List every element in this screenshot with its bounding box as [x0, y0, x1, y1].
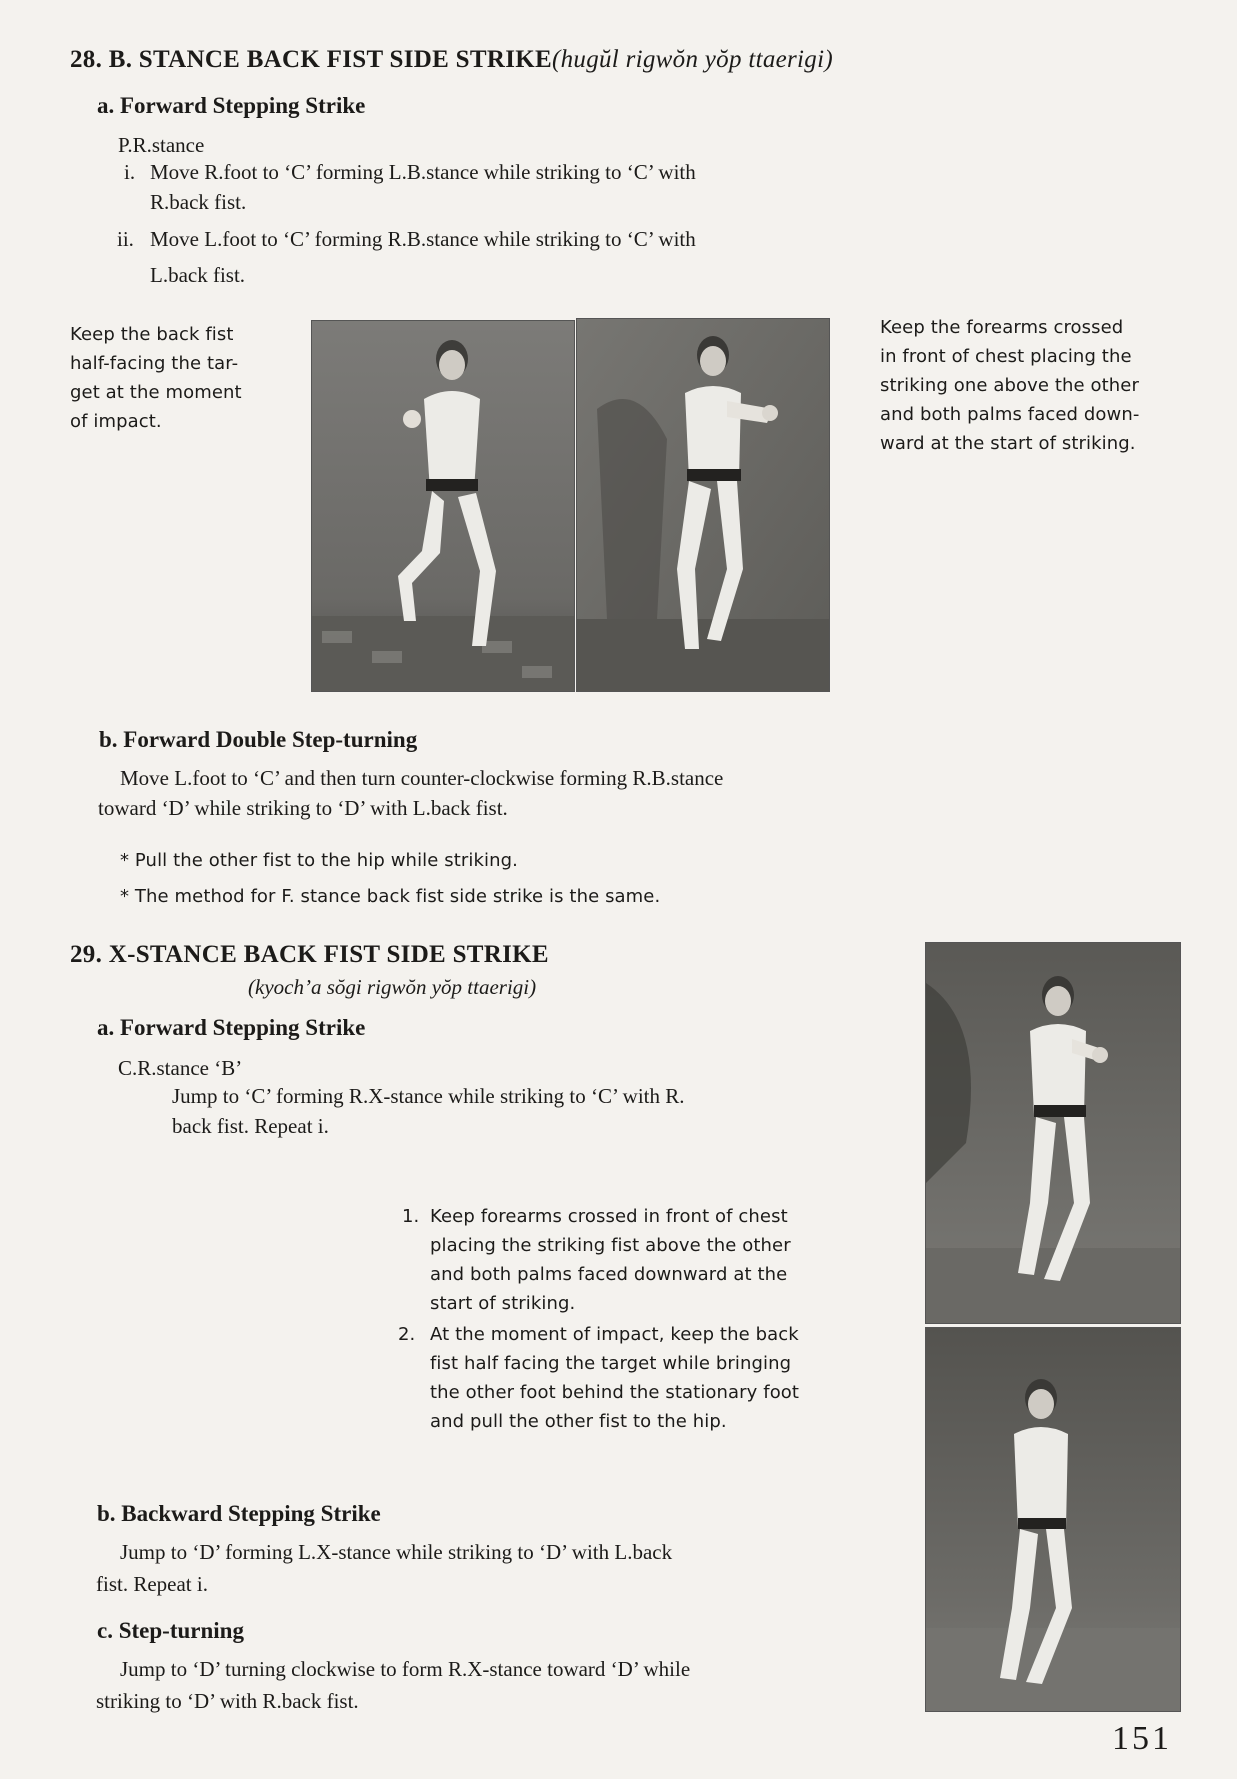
subsection-heading: a. Forward Stepping Strike: [97, 1015, 366, 1040]
section-title: B. STANCE BACK FIST SIDE STRIKE: [108, 46, 552, 73]
section-28-heading: [70, 46, 833, 74]
paragraph-line: Jump to ‘C’ forming R.X-stance while striking to ‘C’ with R.: [172, 1084, 685, 1108]
step-text: L.back fist.: [150, 263, 246, 287]
caption-line: striking one above the other: [880, 375, 1139, 396]
paragraph: [98, 763, 918, 823]
paragraph-line: Move L.foot to ‘C’ and then turn counter-clockwise forming R.B.stance: [120, 766, 724, 790]
paragraph-line: toward ‘D’ while striking to ‘D’ with L.back fist.: [98, 796, 508, 820]
numbered-note: [398, 1320, 892, 1436]
note-marker: 2.: [398, 1324, 416, 1345]
numbered-note: [402, 1202, 892, 1318]
stance-label: P.R.stance: [118, 133, 205, 157]
subsection-heading: c. Step-turning: [97, 1618, 244, 1643]
photo-forearms-crossed: [576, 318, 830, 692]
photo-back-fist-strike: [311, 320, 575, 692]
caption-line: half-facing the tar-: [70, 353, 239, 374]
subsection-heading: b. Backward Stepping Strike: [97, 1501, 381, 1526]
step-text: R.back fist.: [150, 190, 247, 214]
step-text: Move L.foot to ‘C’ forming R.B.stance while striking to ‘C’ with: [150, 227, 696, 251]
stance-label: C.R.stance ‘B’: [118, 1056, 243, 1080]
paragraph-line: Jump to ‘D’ turning clockwise to form R.X-stance toward ‘D’ while: [120, 1657, 691, 1681]
section-number: 29.: [70, 941, 103, 968]
step-marker: ii.: [117, 227, 134, 251]
note-line: and both palms faced downward at the: [430, 1264, 788, 1285]
paragraph: [96, 1654, 916, 1716]
section-subtitle: (hugŭl rigwŏn yŏp ttaerigi): [551, 46, 833, 73]
caption-line: in front of chest placing the: [880, 346, 1132, 367]
photo-x-stance-ready: [925, 942, 1181, 1324]
subsection-heading: a. Forward Stepping Strike: [97, 93, 366, 118]
caption-line: get at the moment: [70, 382, 242, 403]
step-text: Move R.foot to ‘C’ forming L.B.stance while striking to ‘C’ with: [150, 160, 696, 184]
step-item: [124, 157, 894, 217]
caption-left: [70, 320, 280, 436]
note-marker: 1.: [402, 1206, 420, 1227]
note-line: Keep forearms crossed in front of chest: [430, 1206, 788, 1227]
section-title: X-STANCE BACK FIST SIDE STRIKE: [108, 941, 549, 968]
page-number: 151: [1112, 1720, 1172, 1757]
paragraph-line: striking to ‘D’ with R.back fist.: [96, 1689, 359, 1713]
caption-line: of impact.: [70, 411, 162, 432]
caption-line: Keep the back fist: [70, 324, 234, 345]
subsection-heading: b. Forward Double Step-turning: [99, 727, 418, 752]
paragraph: [172, 1081, 892, 1141]
note-line: and pull the other fist to the hip.: [430, 1411, 727, 1432]
step-marker: i.: [124, 160, 136, 184]
step-item: [117, 224, 897, 290]
paragraph-line: Jump to ‘D’ forming L.X-stance while striking to ‘D’ with L.back: [120, 1540, 673, 1564]
paragraph-line: fist. Repeat i.: [96, 1572, 208, 1596]
caption-line: Keep the forearms crossed: [880, 317, 1124, 338]
section-subtitle: (kyoch’a sŏgi rigwŏn yŏp ttaerigi): [248, 975, 537, 999]
footnote: * Pull the other fist to the hip while striking.: [120, 850, 518, 871]
note-line: At the moment of impact, keep the back: [430, 1324, 799, 1345]
note-line: the other foot behind the stationary foot: [430, 1382, 800, 1403]
caption-line: ward at the start of striking.: [880, 433, 1136, 454]
paragraph: [96, 1537, 896, 1599]
footnote: * The method for F. stance back fist side strike is the same.: [120, 886, 661, 907]
paragraph-line: back fist. Repeat i.: [172, 1114, 329, 1138]
caption-line: and both palms faced down-: [880, 404, 1140, 425]
note-line: fist half facing the target while bringing: [430, 1353, 792, 1374]
section-number: 28.: [70, 46, 103, 73]
note-line: start of striking.: [430, 1293, 576, 1314]
section-29-heading: [70, 941, 549, 969]
caption-right: [880, 313, 1185, 458]
note-line: placing the striking fist above the other: [430, 1235, 791, 1256]
photo-x-stance-strike: [925, 1327, 1181, 1712]
